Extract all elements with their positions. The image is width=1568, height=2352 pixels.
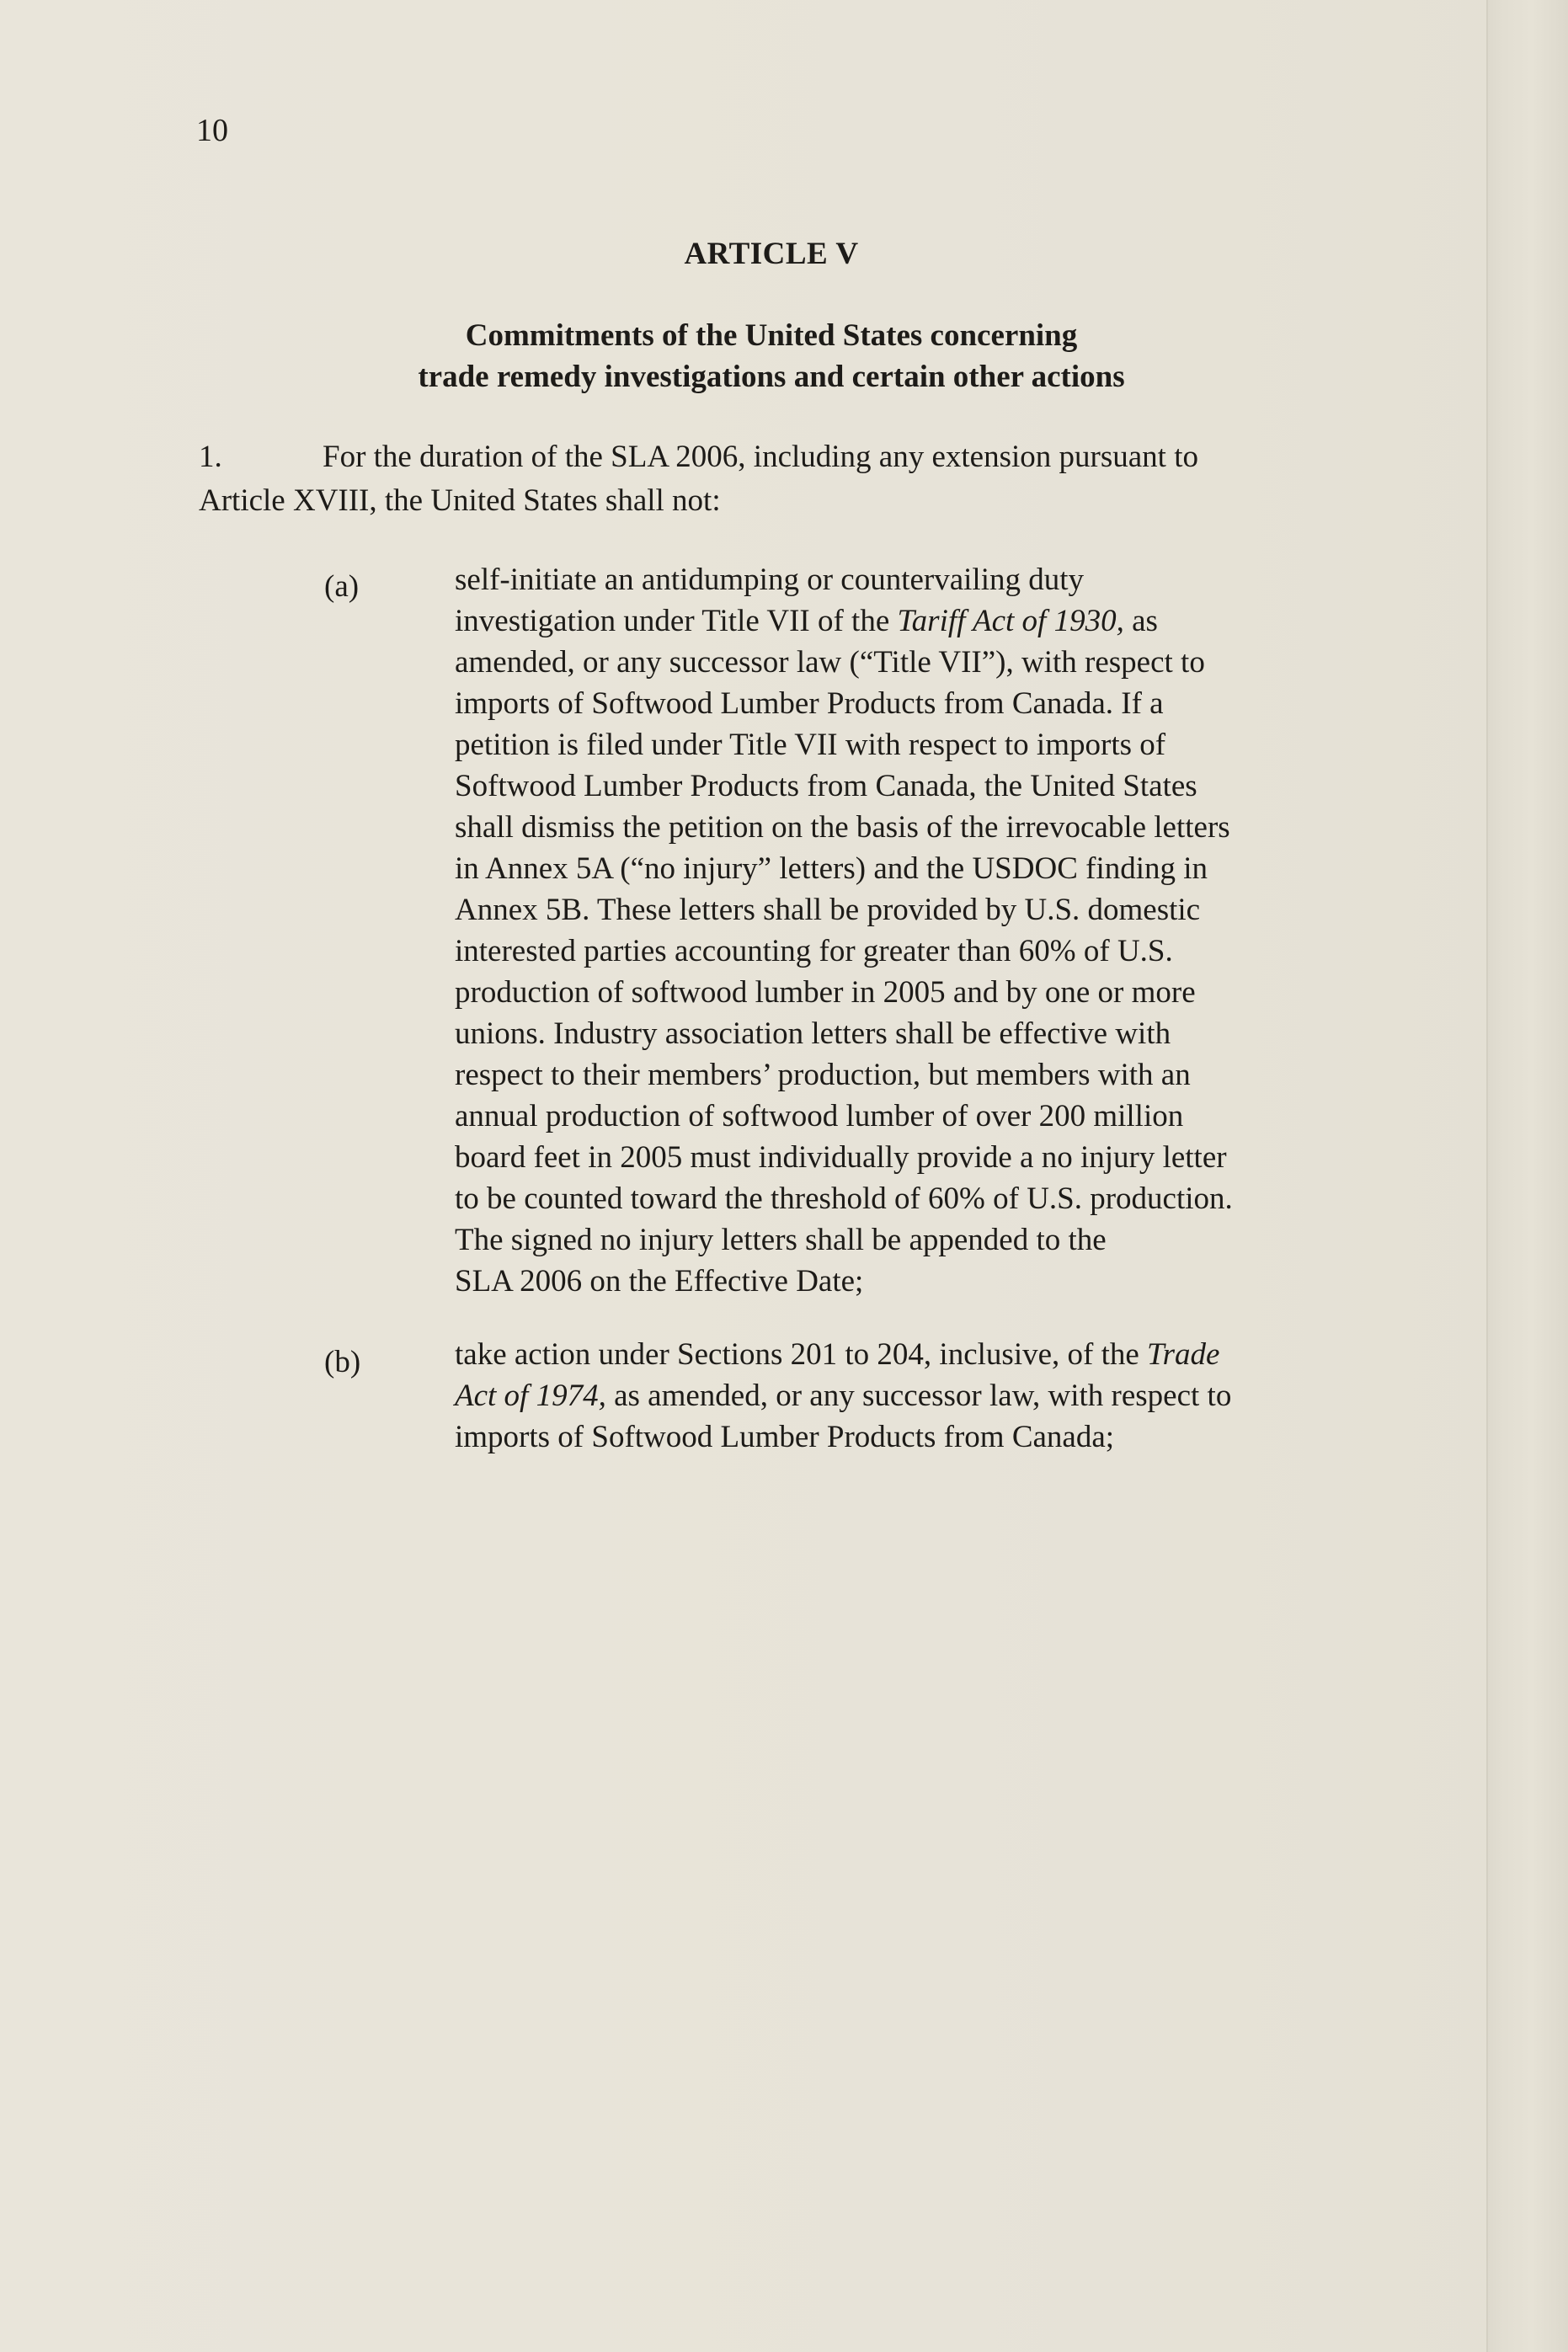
item-a-line: The signed no injury letters shall be appended to the [455,1223,1107,1257]
item-a-line-part: as [1123,604,1158,638]
item-a-line: SLA 2006 on the Effective Date; [455,1264,864,1299]
article-subtitle [0,315,1543,397]
tariff-act-citation: Tariff Act of 1930, [897,604,1124,638]
paragraph-1 [199,435,1344,523]
item-a-line: in Annex 5A (“no injury” letters) and the USDOC finding in [455,851,1208,886]
trade-act-citation-part: Act of 1974, [455,1379,606,1413]
item-b-label: (b) [324,1345,361,1379]
item-a-line: petition is filed under Title VII with respect to imports of [455,728,1166,762]
trade-act-citation-part: Trade [1147,1337,1220,1372]
item-a-line: amended, or any successor law (“Title VII”), with respect to [455,645,1205,680]
paragraph-1-line-1 [199,435,1344,479]
item-b-line-part: as amended, or any successor law, with respect to [605,1379,1232,1413]
item-a-line: Annex 5B. These letters shall be provided by U.S. domestic [455,893,1201,927]
item-a-line: self-initiate an antidumping or countervailing duty [455,563,1085,597]
item-a-line: to be counted toward the threshold of 60% of U.S. production. [455,1181,1233,1216]
item-a-line: board feet in 2005 must individually provide a no injury letter [455,1140,1227,1175]
item-b-line [455,1375,1373,1416]
item-b-line-part: take action under Sections 201 to 204, inclusive, of the [455,1337,1148,1372]
item-a-line: respect to their members’ production, but members with an [455,1058,1191,1092]
paragraph-1-text-1: For the duration of the SLA 2006, including any extension pursuant to [323,440,1198,474]
item-a-line: annual production of softwood lumber of over 200 million [455,1099,1184,1133]
subtitle-line-1: Commitments of the United States concerning [465,318,1078,353]
item-b-line: imports of Softwood Lumber Products from Canada; [455,1420,1115,1454]
item-b-text [455,1334,1373,1458]
paragraph-number: 1. [199,440,222,474]
subtitle-line-2: trade remedy investigations and certain other actions [418,360,1125,394]
item-a-line [455,600,1373,642]
page-number: 10 [196,113,228,148]
paragraph-1-line-2: Article XVIII, the United States shall not: [199,483,721,518]
item-a-line-part: investigation under Title VII of the [455,604,898,638]
item-a-label: (a) [324,569,360,604]
item-a-line: unions. Industry association letters shall be effective with [455,1016,1171,1051]
item-a-line: shall dismiss the petition on the basis of the irrevocable letters [455,810,1230,845]
item-a-line: Softwood Lumber Products from Canada, the United States [455,769,1197,803]
item-a-line: production of softwood lumber in 2005 and by one or more [455,975,1196,1010]
item-a-line: imports of Softwood Lumber Products from Canada. If a [455,686,1164,721]
article-title: ARTICLE V [684,237,859,271]
item-a-text [455,559,1373,1302]
item-b-line [455,1334,1373,1375]
item-a-line: interested parties accounting for greater than 60% of U.S. [455,934,1173,968]
